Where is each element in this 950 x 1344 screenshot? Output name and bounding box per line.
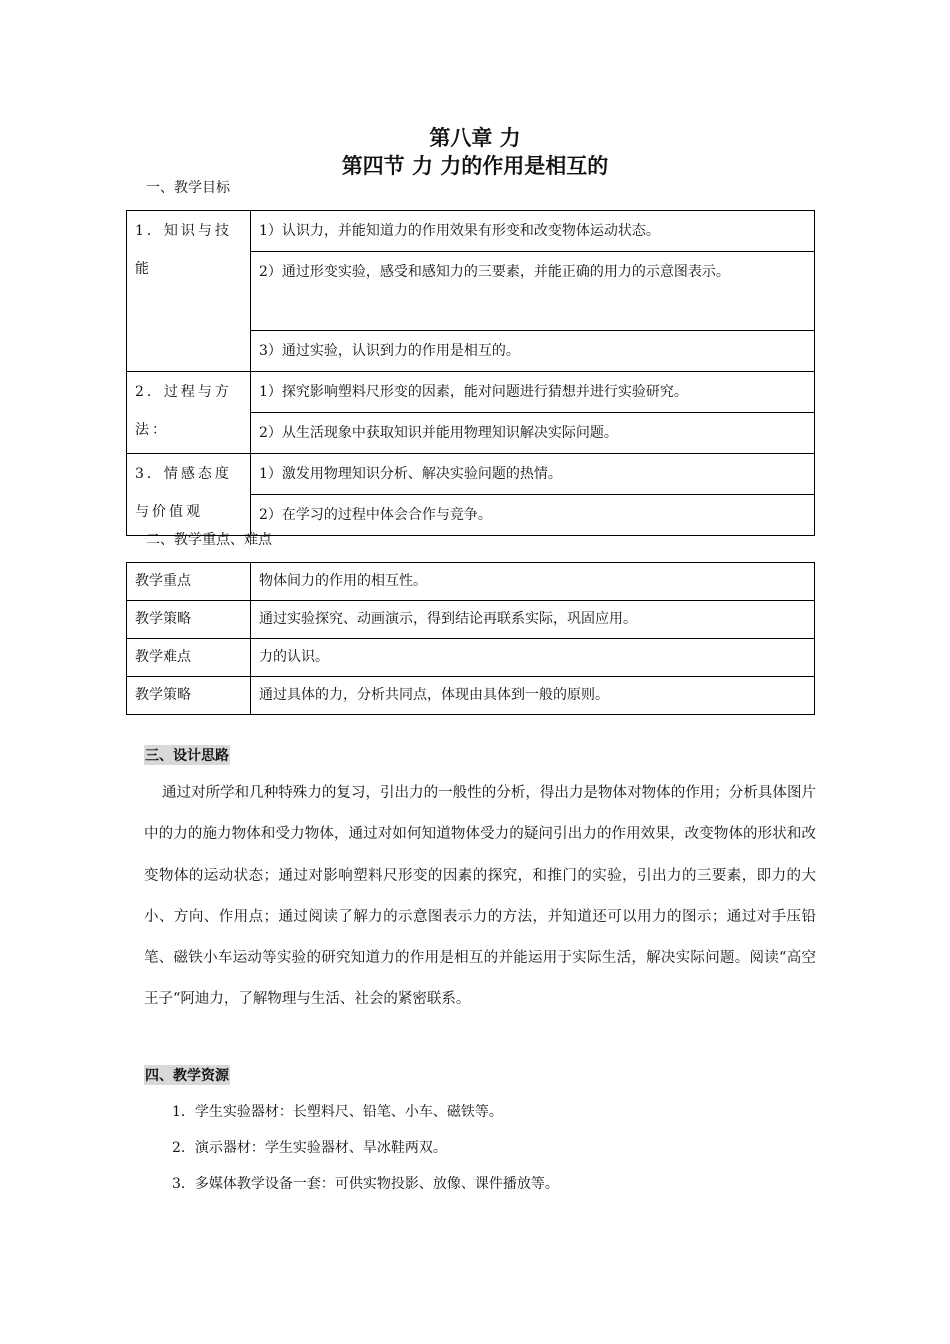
section-title: 第四节 力 力的作用是相互的 <box>341 154 609 178</box>
key-point-row <box>127 601 815 639</box>
goal-category-process: 2．过程与方法： <box>127 372 251 454</box>
key-point-label: 教学策略 <box>127 677 251 715</box>
chapter-title: 第八章 力 <box>429 126 521 150</box>
key-point-row <box>127 677 815 715</box>
goal-item: 1）探究影响塑料尺形变的因素，能对问题进行猜想并进行实验研究。 <box>251 372 815 413</box>
teaching-goals-heading: 一、教学目标 <box>146 180 230 196</box>
key-point-value: 力的认识。 <box>251 639 815 677</box>
goal-item: 1）激发用物理知识分析、解决实验问题的热情。 <box>251 454 815 495</box>
key-points-heading: 二、教学重点、难点 <box>146 532 272 548</box>
resource-item: 3．多媒体教学设备一套：可供实物投影、放像、课件播放等。 <box>172 1176 559 1192</box>
goal-category-knowledge: 1．知识与技能 <box>127 211 251 372</box>
goal-category-attitude: 3．情感态度与价值观 <box>127 454 251 536</box>
key-point-value: 通过具体的力，分析共同点，体现由具体到一般的原则。 <box>251 677 815 715</box>
teaching-goals-table <box>126 210 815 536</box>
design-ideas-heading: 三、设计思路 <box>144 745 230 765</box>
resource-item: 1．学生实验器材：长塑料尺、铅笔、小车、磁铁等。 <box>172 1104 503 1120</box>
key-point-value: 物体间力的作用的相互性。 <box>251 563 815 601</box>
key-points-table <box>126 562 815 715</box>
goal-item: 1）认识力，并能知道力的作用效果有形变和改变物体运动状态。 <box>251 211 815 252</box>
key-point-row <box>127 563 815 601</box>
key-point-value: 通过实验探究、动画演示，得到结论再联系实际，巩固应用。 <box>251 601 815 639</box>
key-point-label: 教学难点 <box>127 639 251 677</box>
key-point-label: 教学重点 <box>127 563 251 601</box>
goal-item: 2）从生活现象中获取知识并能用物理知识解决实际问题。 <box>251 413 815 454</box>
goal-item: 2）通过形变实验，感受和感知力的三要素，并能正确的用力的示意图表示。 <box>251 252 815 331</box>
key-point-row <box>127 639 815 677</box>
goal-item: 2）在学习的过程中体会合作与竞争。 <box>251 495 815 536</box>
design-paragraph: 通过对所学和几种特殊力的复习，引出力的一般性的分析，得出力是物体对物体的作用；分析具体图片中的力的施力物体和受力物体，通过对如何知道物体受力的疑问引出力的作用效果，改变物体的形状和改变物体的运动状态；通过对影响塑料尺形变的因素的探究，和推门的实验，引出力的三要素，即力的大小、方向、作用点；通过阅读了解力的示意图表示力的方法，并知道还可以用力的图示；通过对手压铅笔、磁铁小车运动等实验的研究知道力的作用是相互的并能运用于实际生活，解决实际问题。阅读“高空王子“阿迪力，了解物理与生活、社会的紧密联系。 <box>144 785 816 1008</box>
resource-item: 2．演示器材：学生实验器材、旱冰鞋两双。 <box>172 1140 447 1156</box>
key-point-label: 教学策略 <box>127 601 251 639</box>
goal-item: 3）通过实验，认识到力的作用是相互的。 <box>251 331 815 372</box>
teaching-resources-heading: 四、教学资源 <box>144 1065 230 1085</box>
